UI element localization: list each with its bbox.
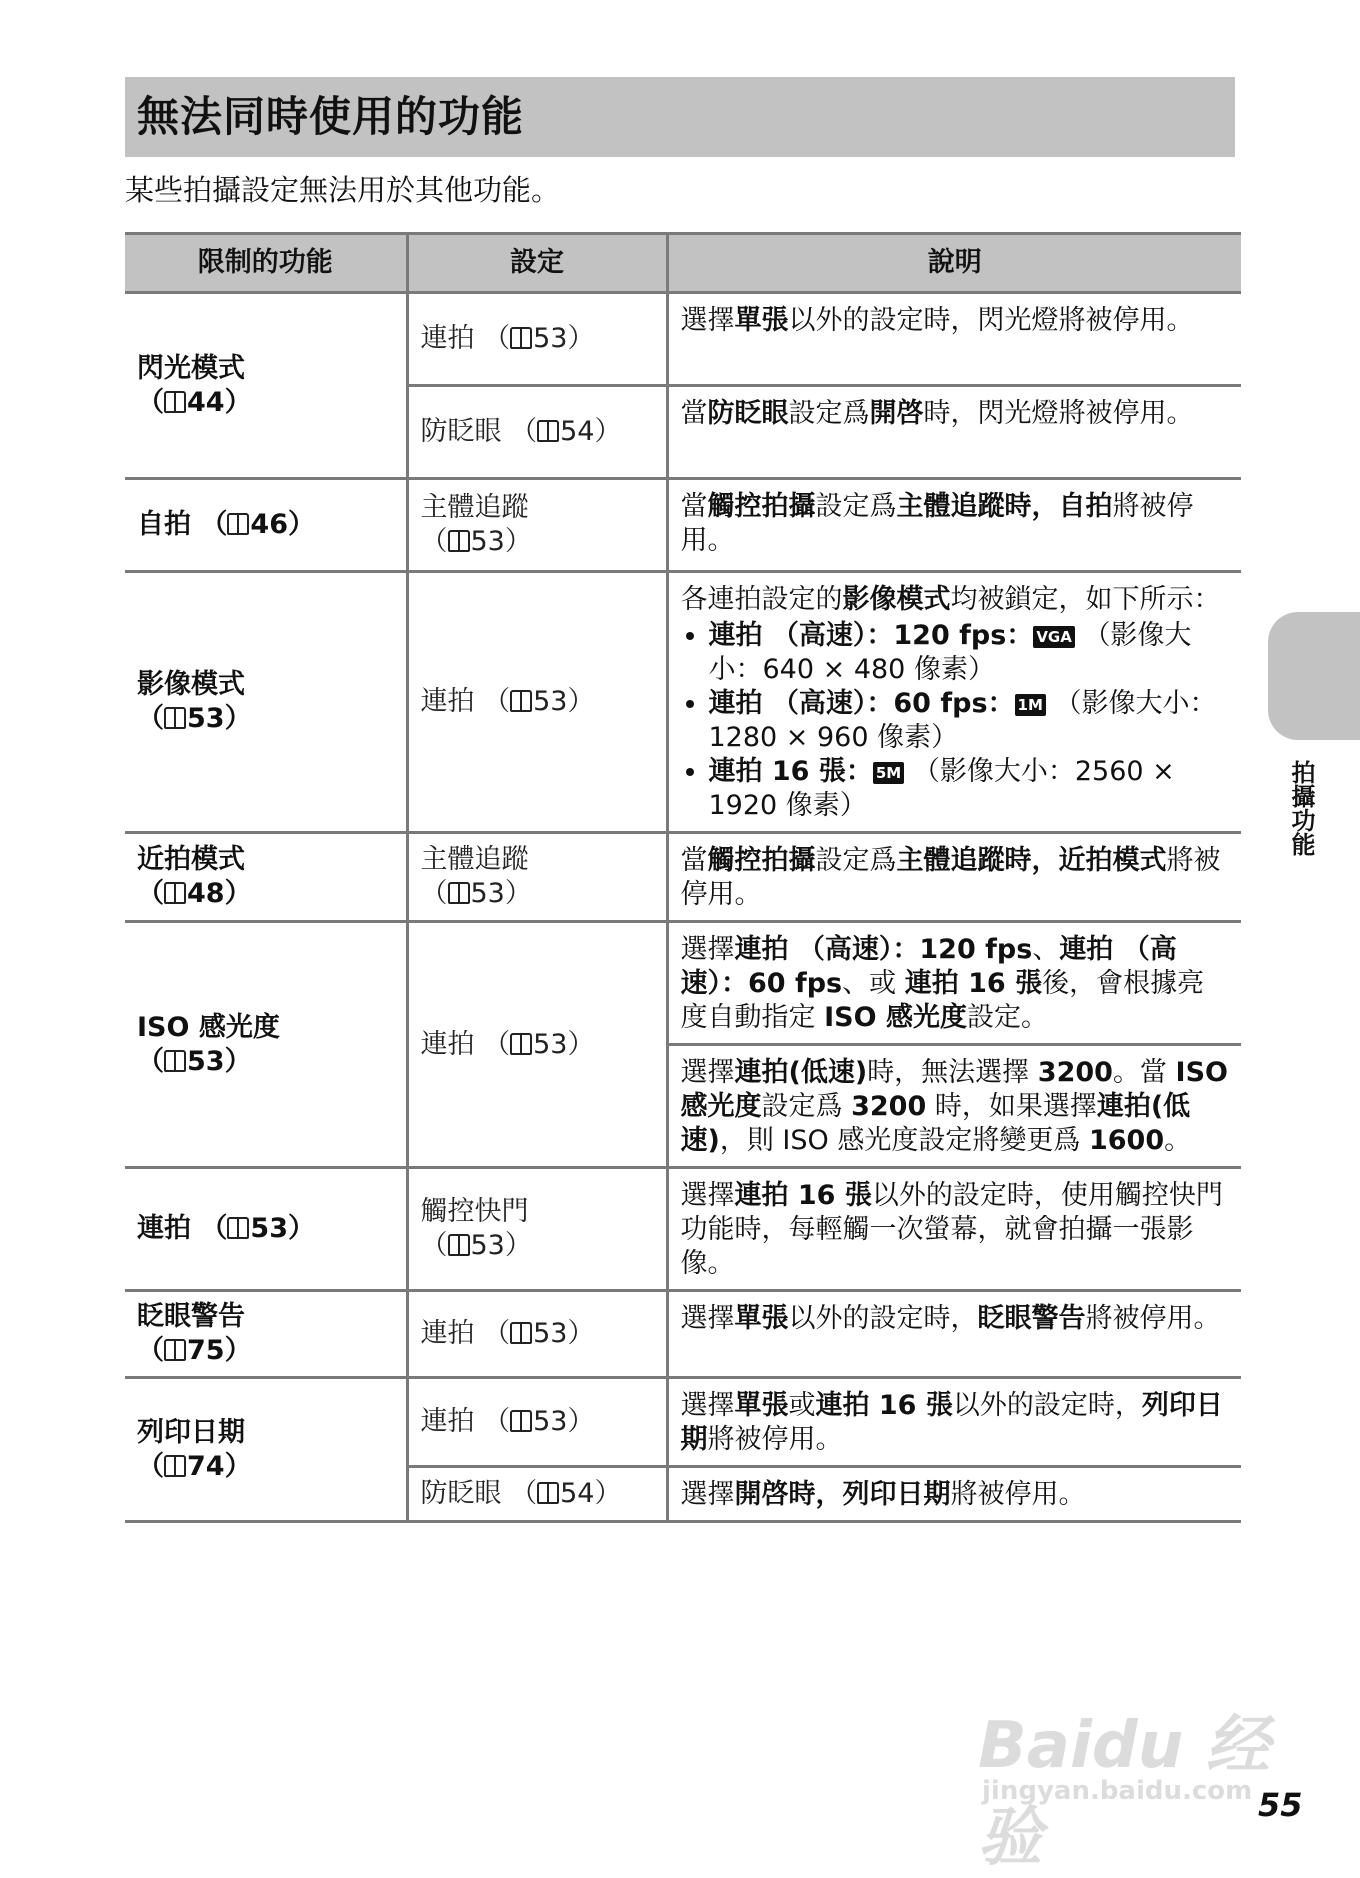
setting-cell: 連拍 （ 53） [407, 1291, 667, 1378]
description-cell: 各連拍設定的影像模式均被鎖定，如下所示： • 連拍 （高速）：120 fps： VGA （影像大小：640 × 480 像素） • 連拍 （高速）：60 fps： 1M （影像大小：1280 × 960 像素） • 連拍 16 張： 5M （影像大小：2560 × 1920 像素） [667, 572, 1241, 833]
book-icon [510, 690, 532, 712]
1m-image-size-icon: 1M [1015, 694, 1046, 716]
book-icon [448, 530, 470, 552]
setting-cell: 連拍 （ 53） [407, 922, 667, 1168]
book-icon [448, 882, 470, 904]
book-icon [164, 391, 186, 413]
table-row [125, 293, 1241, 386]
header-setting: 設定 [407, 234, 667, 293]
func-blink-warning: 眨眼警告 （ 75） [125, 1291, 407, 1378]
description-cell: 選擇連拍 （高速）：120 fps、連拍 （高速）：60 fps、或 連拍 16 張後，會根據亮度自動指定 ISO 感光度設定。 [667, 922, 1241, 1045]
book-icon [164, 882, 186, 904]
func-image-mode: 影像模式 （ 53） [125, 572, 407, 833]
func-macro-mode: 近拍模式 （ 48） [125, 833, 407, 922]
5m-image-size-icon: 5M [873, 762, 904, 784]
func-flash-mode: 閃光模式 （ 44） [125, 293, 407, 479]
setting-cell: 連拍 （ 53） [407, 293, 667, 386]
setting-cell: 主體追蹤 （ 53） [407, 833, 667, 922]
func-iso-sensitivity: ISO 感光度 （ 53） [125, 922, 407, 1168]
restriction-table [125, 232, 1241, 1523]
table-row [125, 922, 1241, 1045]
book-icon [537, 420, 559, 442]
setting-cell: 主體追蹤 （ 53） [407, 479, 667, 572]
description-cell: 選擇連拍 16 張以外的設定時，使用觸控快門功能時，每輕觸一次螢幕，就會拍攝一張影像。 [667, 1168, 1241, 1291]
table-row [125, 833, 1241, 922]
book-icon [164, 1339, 186, 1361]
book-icon [164, 1455, 186, 1477]
book-icon [537, 1482, 559, 1504]
table-header-row [125, 234, 1241, 293]
header-restricted-function: 限制的功能 [125, 234, 407, 293]
table-row [125, 479, 1241, 572]
baidu-watermark [978, 1680, 1278, 1875]
book-icon [510, 327, 532, 349]
setting-cell: 連拍 （ 53） [407, 572, 667, 833]
book-icon [227, 1217, 249, 1239]
image-mode-list [681, 619, 1232, 823]
table-row [125, 1168, 1241, 1291]
header-description: 說明 [667, 234, 1241, 293]
watermark-url: jingyan.baidu.com [982, 1776, 1253, 1806]
table-row [125, 1378, 1241, 1467]
setting-cell: 觸控快門 （ 53） [407, 1168, 667, 1291]
title-bar [125, 77, 1235, 157]
intro-text: 某些拍攝設定無法用於其他功能。 [125, 173, 561, 207]
page-title: 無法同時使用的功能 [137, 92, 525, 141]
chapter-tab [1268, 612, 1360, 740]
vga-image-size-icon: VGA [1033, 626, 1075, 648]
setting-cell: 防眨眼 （ 54） [407, 386, 667, 479]
setting-cell: 連拍 （ 53） [407, 1378, 667, 1467]
func-continuous: 連拍 （ 53） [125, 1168, 407, 1291]
book-icon [510, 1410, 532, 1432]
func-print-date: 列印日期 （ 74） [125, 1378, 407, 1522]
book-icon [164, 1050, 186, 1072]
list-item: • 連拍 16 張： 5M （影像大小：2560 × 1920 像素） [709, 755, 1232, 823]
book-icon [448, 1234, 470, 1256]
setting-cell: 防眨眼 （ 54） [407, 1467, 667, 1522]
table-row [125, 1291, 1241, 1378]
description-cell: 當防眨眼設定爲開啓時，閃光燈將被停用。 [667, 386, 1241, 479]
description-cell: 當觸控拍攝設定爲主體追蹤時，自拍將被停用。 [667, 479, 1241, 572]
watermark-logo-text: Baidu 经验 [978, 1709, 1270, 1875]
description-cell: 當觸控拍攝設定爲主體追蹤時，近拍模式將被停用。 [667, 833, 1241, 922]
book-icon [510, 1033, 532, 1055]
description-cell: 選擇單張或連拍 16 張以外的設定時，列印日期將被停用。 [667, 1378, 1241, 1467]
func-self-timer: 自拍 （ 46） [125, 479, 407, 572]
book-icon [164, 707, 186, 729]
description-cell: 選擇單張以外的設定時，眨眼警告將被停用。 [667, 1291, 1241, 1378]
list-item: • 連拍 （高速）：120 fps： VGA （影像大小：640 × 480 像素） [709, 619, 1232, 687]
book-icon [510, 1322, 532, 1344]
book-icon [227, 513, 249, 535]
list-item: • 連拍 （高速）：60 fps： 1M （影像大小：1280 × 960 像素） [709, 687, 1232, 755]
page-number: 55 [1258, 1786, 1303, 1824]
description-cell: 選擇單張以外的設定時，閃光燈將被停用。 [667, 293, 1241, 386]
table-row [125, 572, 1241, 833]
description-cell: 選擇開啓時，列印日期將被停用。 [667, 1467, 1241, 1522]
chapter-tab-label: 拍攝功能 [1287, 760, 1315, 856]
description-cell: 選擇連拍(低速)時，無法選擇 3200。當 ISO 感光度設定爲 3200 時，如果選擇連拍(低速)，則 ISO 感光度設定將變更爲 1600。 [667, 1045, 1241, 1168]
